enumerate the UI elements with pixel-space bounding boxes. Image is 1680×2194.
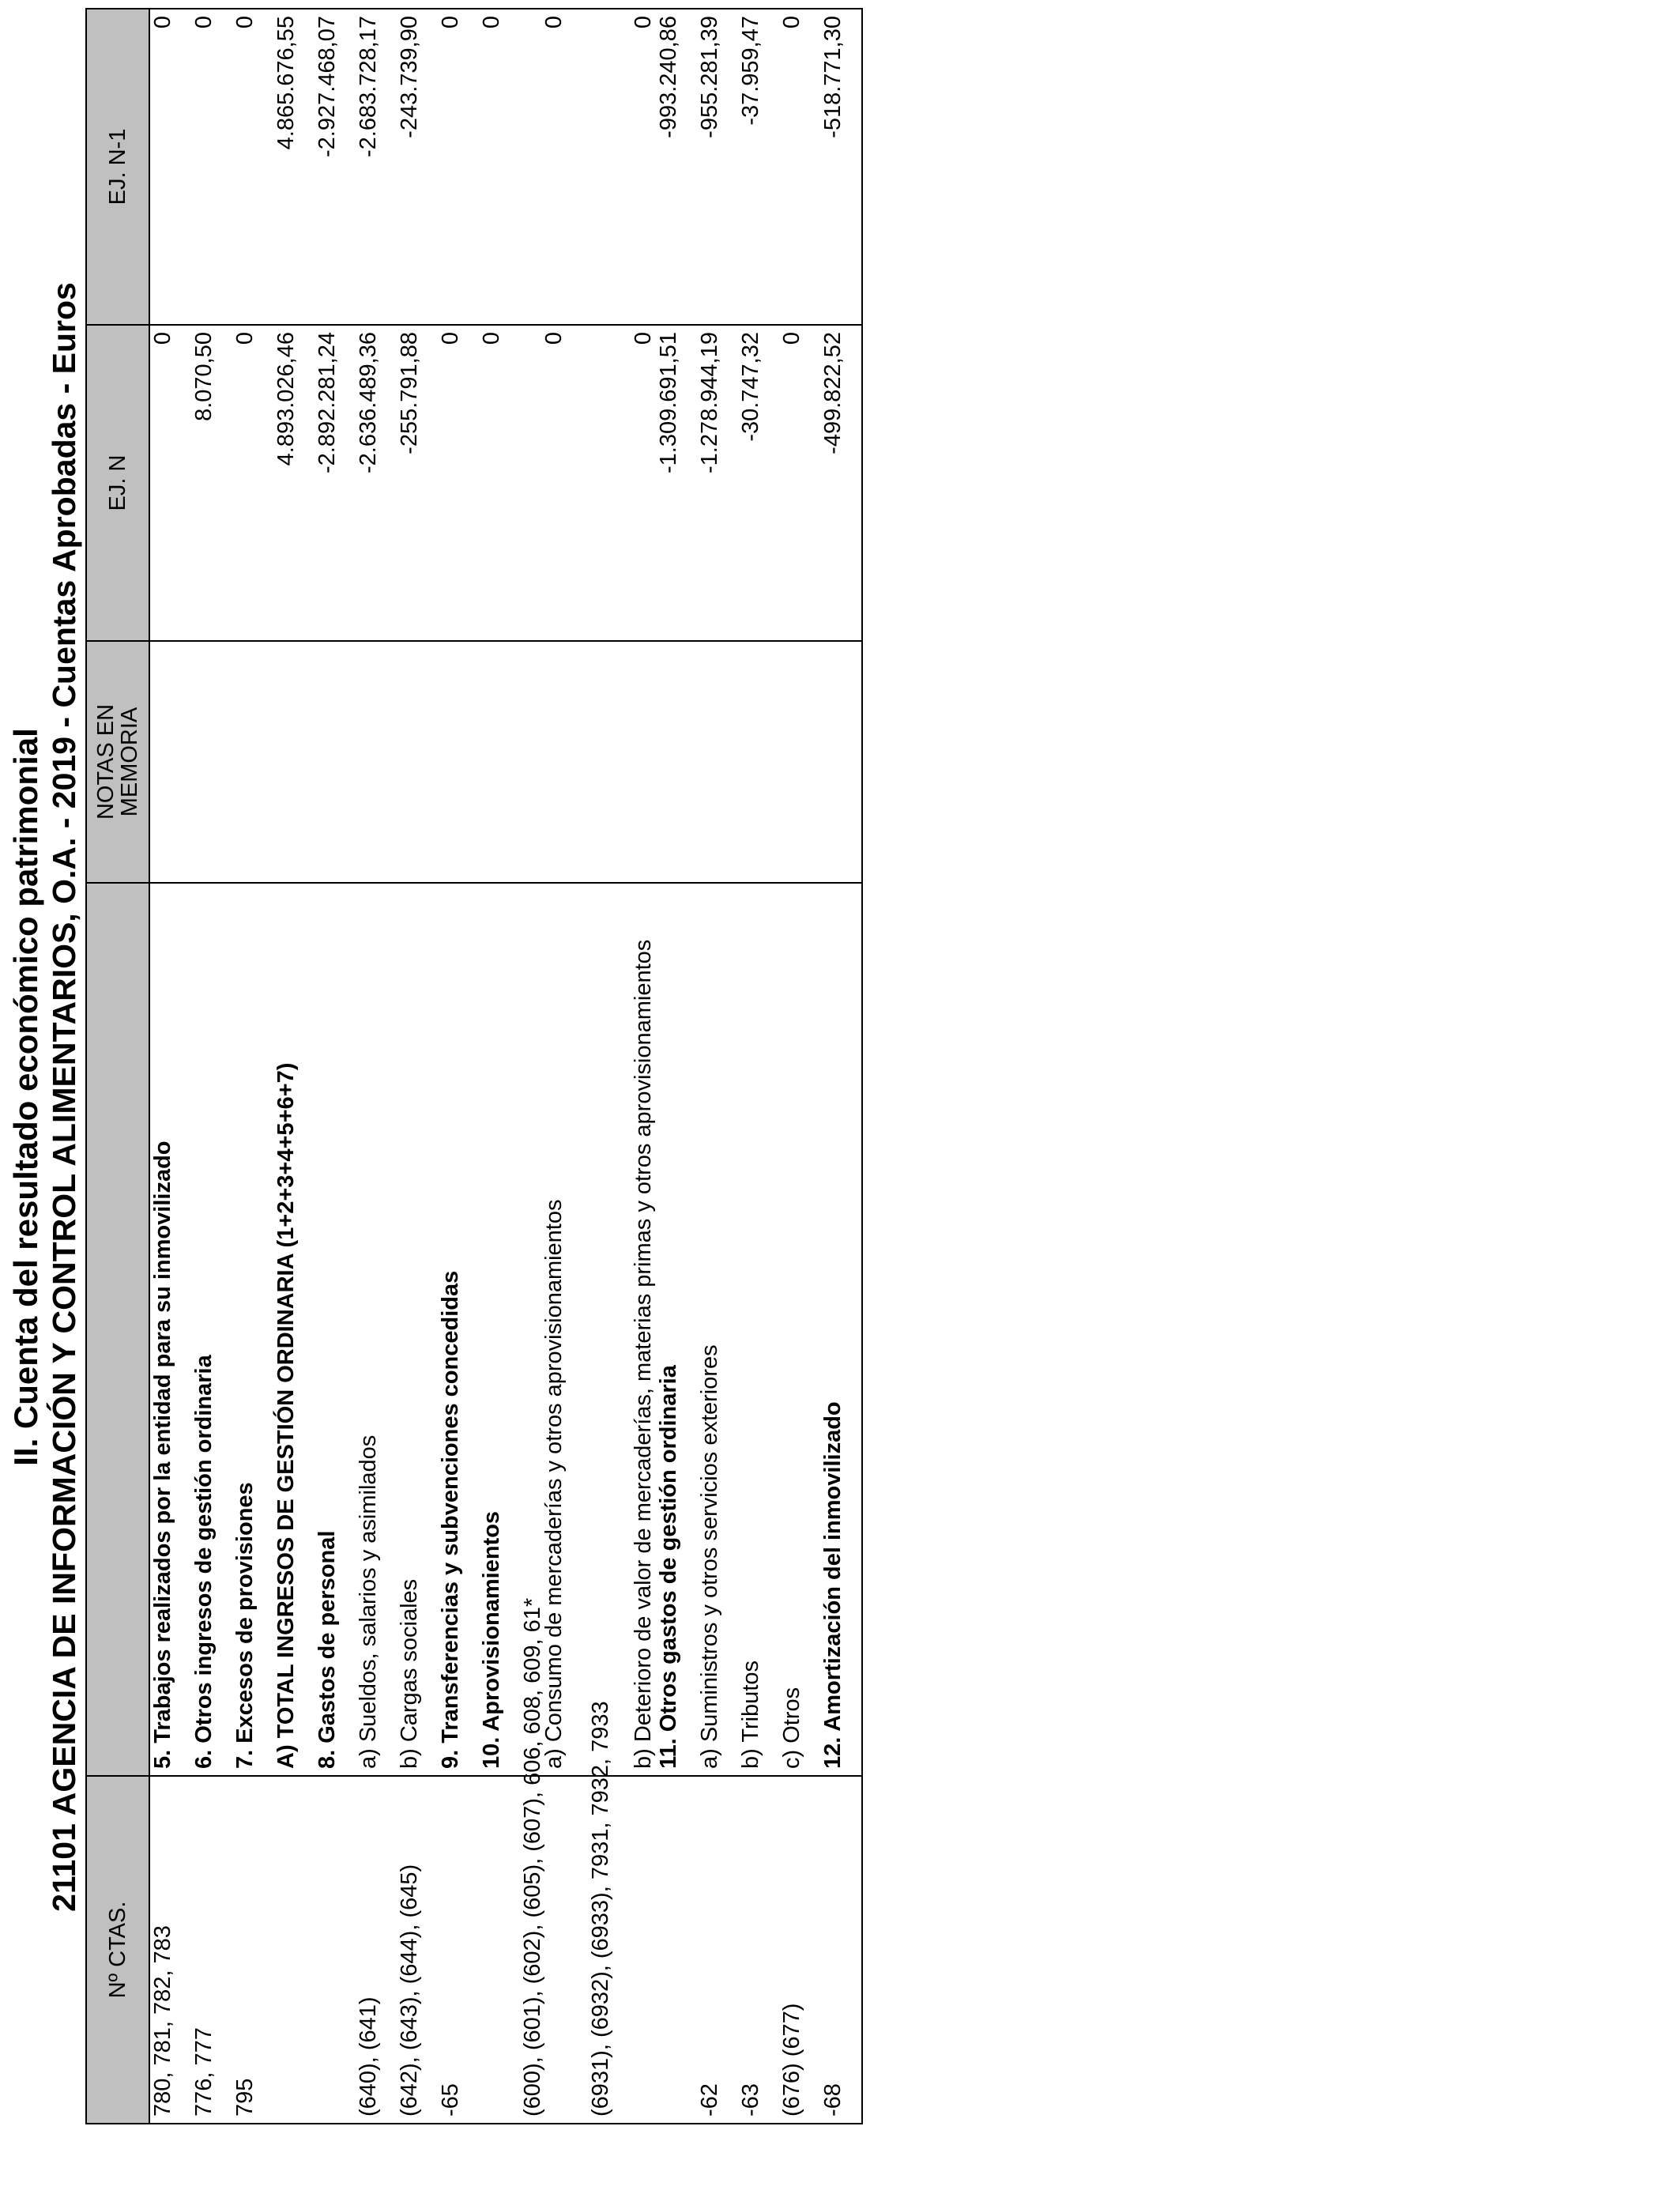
table-row xyxy=(656,9,697,2124)
table-row xyxy=(779,9,820,2124)
row-concept: a) Suministros y otros servicios exteriores xyxy=(697,883,738,1776)
row-accounts: 780, 781, 782, 783 xyxy=(149,1776,191,2124)
row-current: 8.070,50 xyxy=(191,325,232,641)
row-current: -30.747,32 xyxy=(738,325,779,641)
row-notes xyxy=(438,641,479,883)
row-accounts xyxy=(479,1776,520,2124)
report-title: II. Cuenta del resultado económico patrimonial xyxy=(7,728,44,1466)
table-header-row xyxy=(86,9,149,2124)
row-previous: -243.739,90 xyxy=(397,9,438,325)
table-row xyxy=(315,9,356,2124)
row-notes xyxy=(738,641,779,883)
row-notes xyxy=(779,641,820,883)
row-notes xyxy=(697,641,738,883)
row-concept: b) Tributos xyxy=(738,883,779,1776)
table-row xyxy=(588,9,656,2124)
row-previous: -2.927.468,07 xyxy=(315,9,356,325)
header-notes: NOTAS EN MEMORIA xyxy=(86,641,149,883)
row-notes xyxy=(191,641,232,883)
row-accounts xyxy=(656,1776,697,2124)
row-concept: b) Deterioro de valor de mercaderías, materias primas y otros aprovisionamientos xyxy=(588,883,656,1776)
row-accounts: (6931), (6932), (6933), 7931, 7932, 7933 xyxy=(588,1776,656,2124)
row-accounts: -68 xyxy=(820,1776,862,2124)
header-previous-year: EJ. N-1 xyxy=(86,9,149,325)
row-previous: 0 xyxy=(520,9,588,325)
row-current: 0 xyxy=(779,325,820,641)
table-row xyxy=(397,9,438,2124)
row-notes xyxy=(232,641,273,883)
table-row xyxy=(232,9,273,2124)
row-previous: 0 xyxy=(232,9,273,325)
table-row xyxy=(191,9,232,2124)
row-notes xyxy=(820,641,862,883)
row-concept: 7. Excesos de provisiones xyxy=(232,883,273,1776)
row-accounts xyxy=(273,1776,315,2124)
row-notes xyxy=(588,641,656,883)
row-accounts: (676) (677) xyxy=(779,1776,820,2124)
row-current: 0 xyxy=(232,325,273,641)
row-notes xyxy=(479,641,520,883)
row-current: 4.893.026,46 xyxy=(273,325,315,641)
header-accounts: Nº CTAS. xyxy=(86,1776,149,2124)
row-concept: 6. Otros ingresos de gestión ordinaria xyxy=(191,883,232,1776)
row-previous: -993.240,86 xyxy=(656,9,697,325)
row-accounts xyxy=(315,1776,356,2124)
report-subtitle: 21101 AGENCIA DE INFORMACIÓN Y CONTROL ALIMENTARIOS, O.A. - 2019 - Cuentas Aprobadas - Euros xyxy=(46,282,82,1912)
row-notes xyxy=(149,641,191,883)
table-row xyxy=(356,9,397,2124)
row-notes xyxy=(656,641,697,883)
row-accounts: -63 xyxy=(738,1776,779,2124)
row-notes xyxy=(520,641,588,883)
row-concept: 9. Transferencias y subvenciones concedidas xyxy=(438,883,479,1776)
table-row xyxy=(438,9,479,2124)
row-current: 0 xyxy=(520,325,588,641)
row-concept: c) Otros xyxy=(779,883,820,1776)
row-concept: 12. Amortización del inmovilizado xyxy=(820,883,862,1776)
row-concept: a) Sueldos, salarios y asimilados xyxy=(356,883,397,1776)
row-previous: 4.865.676,55 xyxy=(273,9,315,325)
row-current: -2.636.489,36 xyxy=(356,325,397,641)
header-concept xyxy=(86,883,149,1776)
row-accounts: (640), (641) xyxy=(356,1776,397,2124)
table-row xyxy=(738,9,779,2124)
row-accounts: 795 xyxy=(232,1776,273,2124)
row-current: -499.822,52 xyxy=(820,325,862,641)
table-row xyxy=(149,9,191,2124)
row-previous: -2.683.728,17 xyxy=(356,9,397,325)
row-concept: b) Cargas sociales xyxy=(397,883,438,1776)
table-row xyxy=(697,9,738,2124)
table-row xyxy=(479,9,520,2124)
row-current: 0 xyxy=(438,325,479,641)
row-previous: 0 xyxy=(479,9,520,325)
row-concept: 11. Otros gastos de gestión ordinaria xyxy=(656,883,697,1776)
row-accounts: 776, 777 xyxy=(191,1776,232,2124)
row-current: -1.278.944,19 xyxy=(697,325,738,641)
row-accounts: (642), (643), (644), (645) xyxy=(397,1776,438,2124)
row-previous: -518.771,30 xyxy=(820,9,862,325)
row-current: 0 xyxy=(588,325,656,641)
row-previous: -37.959,47 xyxy=(738,9,779,325)
row-notes xyxy=(397,641,438,883)
row-concept: 8. Gastos de personal xyxy=(315,883,356,1776)
row-current: 0 xyxy=(479,325,520,641)
row-notes xyxy=(356,641,397,883)
row-notes xyxy=(315,641,356,883)
row-concept: 10. Aprovisionamientos xyxy=(479,883,520,1776)
row-current: 0 xyxy=(149,325,191,641)
row-notes xyxy=(273,641,315,883)
table-row xyxy=(520,9,588,2124)
income-statement-table xyxy=(85,8,863,2124)
table-row xyxy=(820,9,862,2124)
row-previous: 0 xyxy=(149,9,191,325)
row-previous: 0 xyxy=(779,9,820,325)
row-current: -255.791,88 xyxy=(397,325,438,641)
row-previous: 0 xyxy=(438,9,479,325)
table-row xyxy=(273,9,315,2124)
row-accounts: (600), (601), (602), (605), (607), 606, 608, 609, 61* xyxy=(520,1776,588,2124)
row-previous: -955.281,39 xyxy=(697,9,738,325)
row-current: -1.309.691,51 xyxy=(656,325,697,641)
row-current: -2.892.281,24 xyxy=(315,325,356,641)
row-concept: A) TOTAL INGRESOS DE GESTIÓN ORDINARIA (1+2+3+4+5+6+7) xyxy=(273,883,315,1776)
row-concept: a) Consumo de mercaderías y otros aprovisionamientos xyxy=(520,883,588,1776)
row-previous: 0 xyxy=(191,9,232,325)
row-accounts: -65 xyxy=(438,1776,479,2124)
row-previous: 0 xyxy=(588,9,656,325)
row-concept: 5. Trabajos realizados por la entidad para su inmovilizado xyxy=(149,883,191,1776)
row-accounts: -62 xyxy=(697,1776,738,2124)
header-current-year: EJ. N xyxy=(86,325,149,641)
